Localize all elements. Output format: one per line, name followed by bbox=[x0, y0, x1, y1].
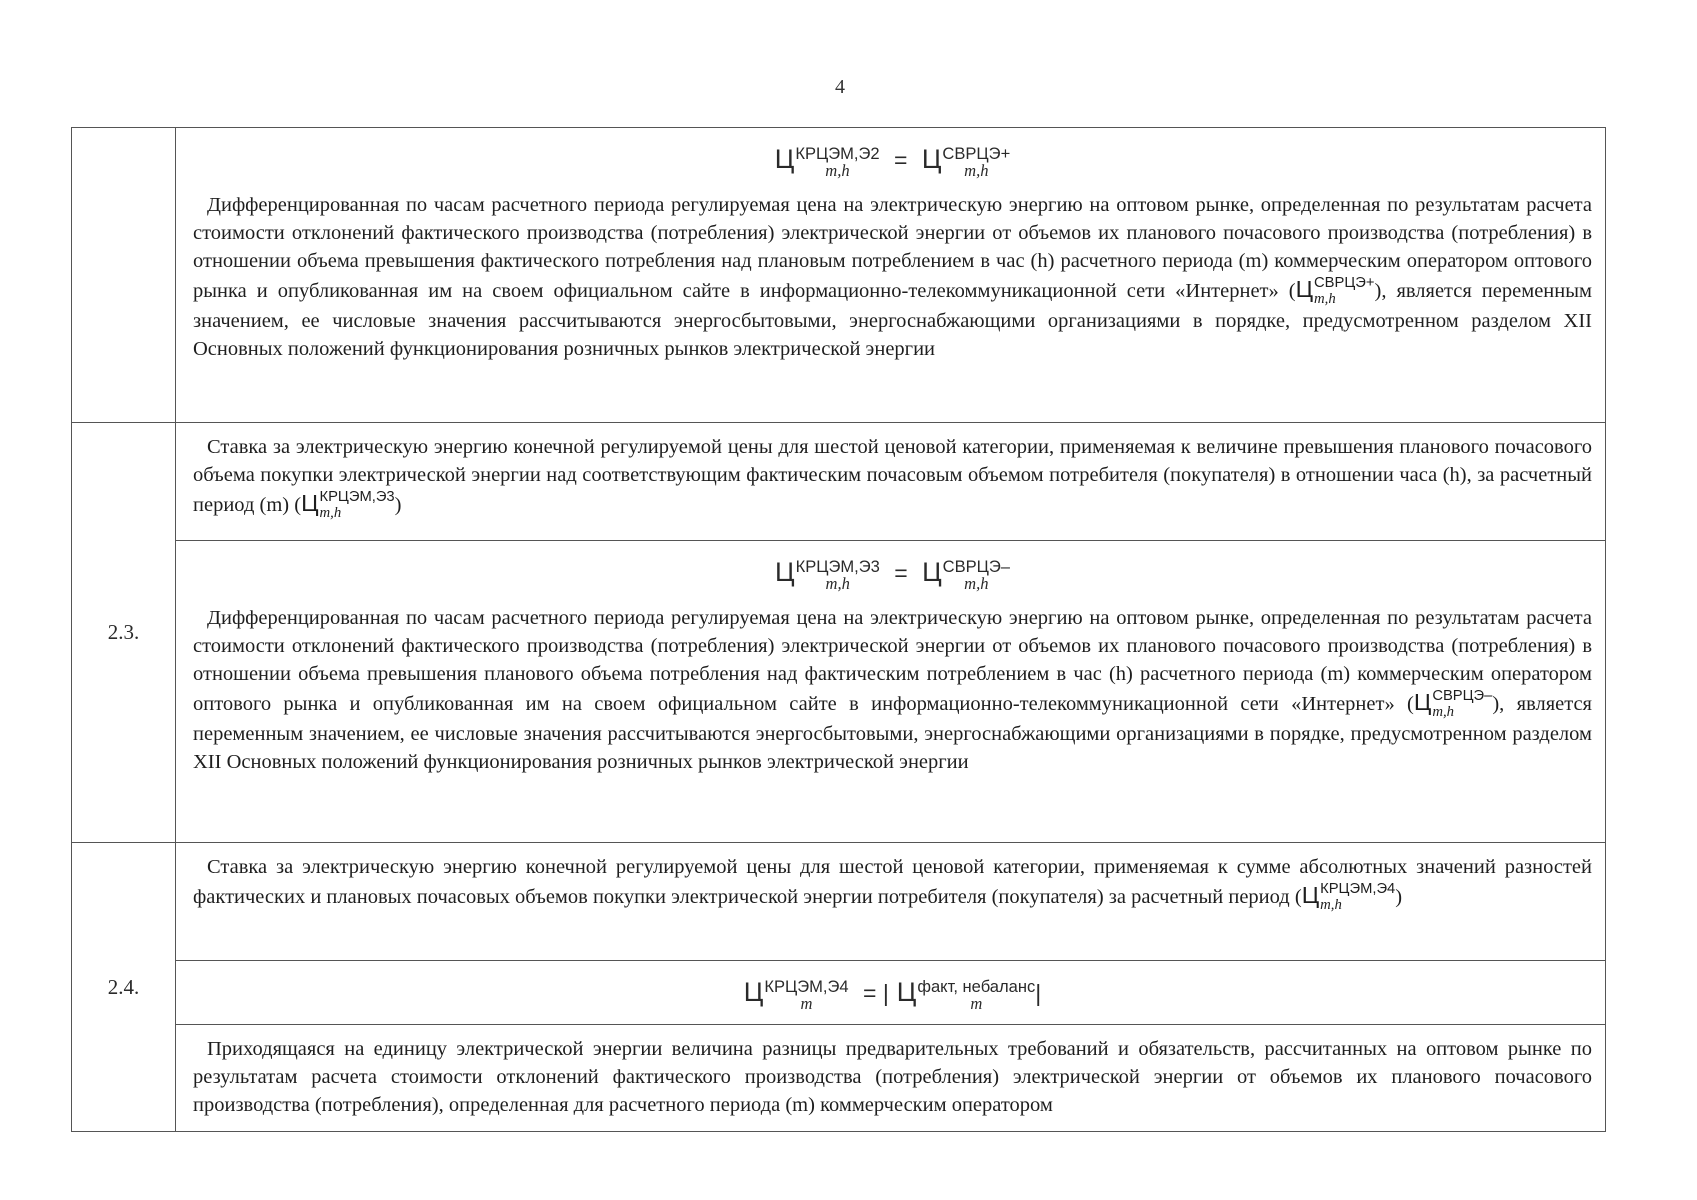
tariff-table bbox=[71, 127, 1606, 1132]
row-content bbox=[176, 843, 1606, 961]
formula-e2: Ц КРЦЭМ,Э2 m,h = Ц СВРЦЭ+ m,h bbox=[774, 143, 1011, 180]
page-number: 4 bbox=[835, 76, 845, 98]
rate-definition: Ставка за электрическую энергию конечной регулируемой цены для шестой ценовой категории, применяемая к сумме абсолютных значений разностей фактических и плановых почасовых объемов покупки электрической энергии потребителя (покупателя) за расчетный период (Ц КРЦЭМ,Э4 m,h ) bbox=[193, 856, 1592, 913]
rate-definition: Ставка за электрическую энергию конечной регулируемой цены для шестой ценовой категории, применяемая к величине превышения планового почасового объема покупки электрической энергии над соответствующим фактическим почасовым объемом потребителя (покупателя) в отношении часа (h), за расчетный период (m) (Ц КРЦЭМ,Э3 m,h ) bbox=[193, 436, 1592, 521]
table-row bbox=[72, 843, 1606, 961]
table-row bbox=[72, 1025, 1606, 1132]
row-number: 2.4. bbox=[72, 843, 176, 1132]
row-content bbox=[176, 541, 1606, 843]
table-row bbox=[72, 423, 1606, 541]
table-row bbox=[72, 541, 1606, 843]
row-content bbox=[176, 1025, 1606, 1132]
description-paragraph: Дифференцированная по часам расчетного периода регулируемая цена на электрическую энергию на оптовом рынке, определенная по результатам расчета стоимости отклонений фактического производства (потребления) электрической энергии от объемов их планового почасового производства (потребления) в отношении объема превышения фактического потребления над плановым потреблением в час (h) расчетного периода (m) коммерческим оператором оптового рынка и опубликованная им на своем официальном сайте в информационно-телекоммуникационной сети «Интернет» (Ц СВРЦЭ+ m,h ), является переменным значением, ее числовые значения рассчитываются энергосбытовыми, энергоснабжающими организациями в порядке, предусмотренном разделом XII Основных положений функционирования розничных рынков электрической энергии bbox=[193, 194, 1592, 361]
description-paragraph: Приходящаяся на единицу электрической энергии величина разницы предварительных требований и обязательств, рассчитанных на оптовом рынке по результатам расчета стоимости отклонений фактического производства (потребления) электрической энергии от объемов их планового почасового производства (потребления), определенная для расчетного периода (m) коммерческим оператором bbox=[193, 1038, 1592, 1117]
table-row bbox=[72, 961, 1606, 1025]
row-content bbox=[176, 128, 1606, 423]
table-row bbox=[72, 128, 1606, 423]
row-number-empty bbox=[72, 128, 176, 423]
formula-e4: Ц КРЦЭМ,Э4 m = | Ц факт, небаланс m | bbox=[743, 976, 1042, 1013]
row-content bbox=[176, 961, 1606, 1025]
formula-e3: Ц КРЦЭМ,Э3 m,h = Ц СВРЦЭ– m,h bbox=[775, 556, 1010, 593]
description-paragraph: Дифференцированная по часам расчетного периода регулируемая цена на электрическую энергию на оптовом рынке, определенная по результатам расчета стоимости отклонений фактического производства (потребления) электрической энергии от объемов их планового почасового производства (потребления) в отношении объема превышения планового объема потребления над фактическим потреблением в час (h) расчетного периода (m) коммерческим оператором оптового рынка и опубликованная им на своем официальном сайте в информационно-телекоммуникационной сети «Интернет» (Ц СВРЦЭ– m,h ), является переменным значением, ее числовые значения рассчитываются энергосбытовыми, энергоснабжающими организациями в порядке, предусмотренном разделом XII Основных положений функционирования розничных рынков электрической энергии bbox=[193, 607, 1592, 774]
row-content bbox=[176, 423, 1606, 541]
row-number: 2.3. bbox=[72, 423, 176, 843]
